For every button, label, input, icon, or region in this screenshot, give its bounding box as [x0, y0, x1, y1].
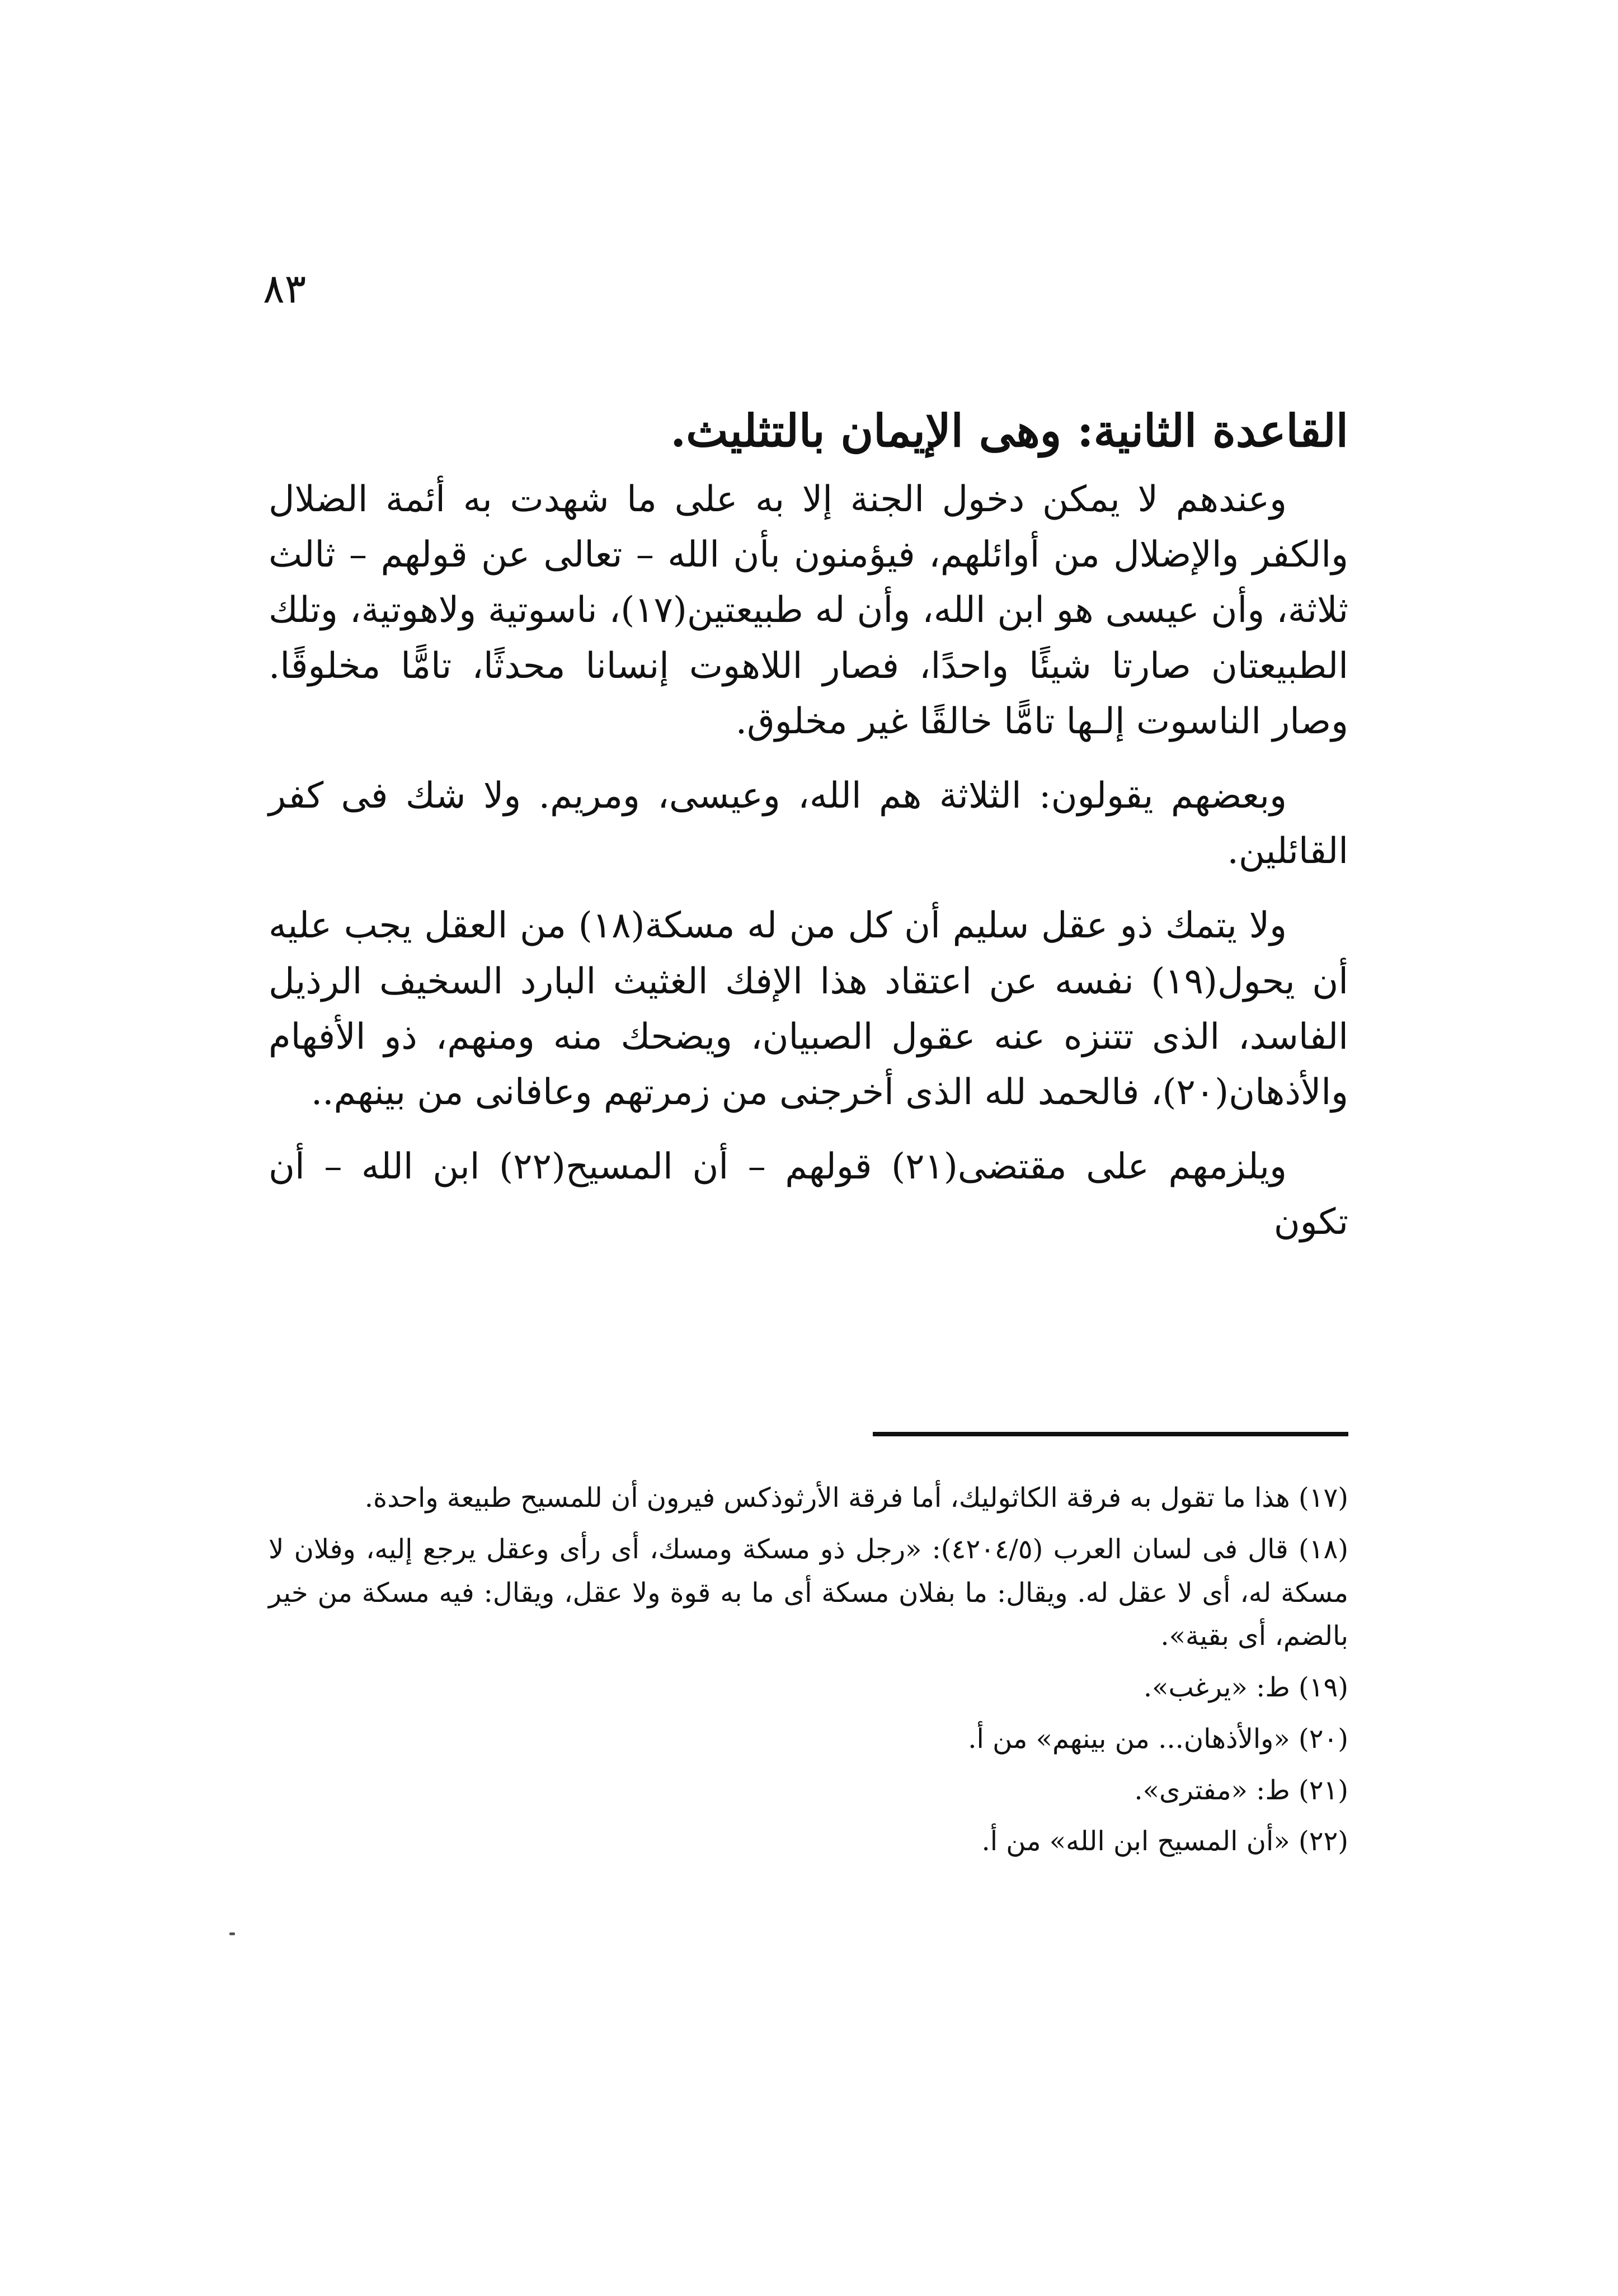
main-text: [269, 403, 1348, 1269]
paragraph-2: وبعضهم يقولون: الثلاثة هم الله، وعيسى، ومريم. ولا شك فى كفر القائلين.: [269, 775, 1348, 873]
paragraph-4: ويلزمهم على مقتضى(٢١) قولهم – أن المسيح(٢٢) ابن الله – أن تكون: [269, 1146, 1348, 1243]
footnote-22: (٢٢) «أن المسيح ابن الله» من أ.: [981, 1826, 1348, 1857]
footnote-17: (١٧) هذا ما تقول به فرقة الكاثوليك، أما فرقة الأرثوذكس فيرون أن للمسيح طبيعة واحدة.: [364, 1482, 1348, 1514]
page-number: ٨٣: [263, 265, 307, 312]
paragraph-3: ولا يتمك ذو عقل سليم أن كل من له مسكة(١٨) من العقل يجب عليه أن يحول(١٩) نفسه عن اعتقاد هذا الإفك الغثيث البارد السخيف الرذيل الفاسد، الذى تتنزه عنه عقول الصبيان، ويضحك منه ومنهم، ذو الأفهام والأذهان(٢٠)، فالحمد لله الذى أخرجنى من زمرتهم وعافانى من بينهم..: [269, 905, 1349, 1113]
scan-speck: [229, 1932, 235, 1935]
footnote-21: (٢١) ط: «مفترى».: [1134, 1774, 1348, 1806]
footnote-20: (٢٠) «والأذهان... من بينهم» من أ.: [968, 1723, 1348, 1755]
footnotes: [269, 1477, 1348, 1871]
footnote-19: (١٩) ط: «يرغب».: [1143, 1672, 1348, 1703]
footnote-divider: [873, 1432, 1348, 1436]
footnote-18: (١٨) قال فى لسان العرب (٤٢٠٤/٥): «رجل ذو مسكة ومسك، أى رأى وعقل يرجع إليه، وفلان لا مسكة له، أى لا عقل له. ويقال: ما بفلان مسكة أى ما به قوة ولا عقل، ويقال: فيه مسكة من خير بالضم، أى بقية».: [269, 1533, 1349, 1652]
section-heading: القاعدة الثانية: وهى الإيمان بالتثليث.: [670, 404, 1348, 457]
paragraph-1: وعندهم لا يمكن دخول الجنة إلا به على ما شهدت به أئمة الضلال والكفر والإضلال من أوائلهم، فيؤمنون بأن الله – تعالى عن قولهم – ثالث ثلاثة، وأن عيسى هو ابن الله، وأن له طبيعتين(١٧)، ناسوتية ولاهوتية، وتلك الطبيعتان صارتا شيئًا واحدًا، فصار اللاهوت إنسانا محدثًا، تامًّا مخلوقًا. وصار الناسوت إلـها تامًّا خالقًا غير مخلوق.: [269, 479, 1349, 742]
